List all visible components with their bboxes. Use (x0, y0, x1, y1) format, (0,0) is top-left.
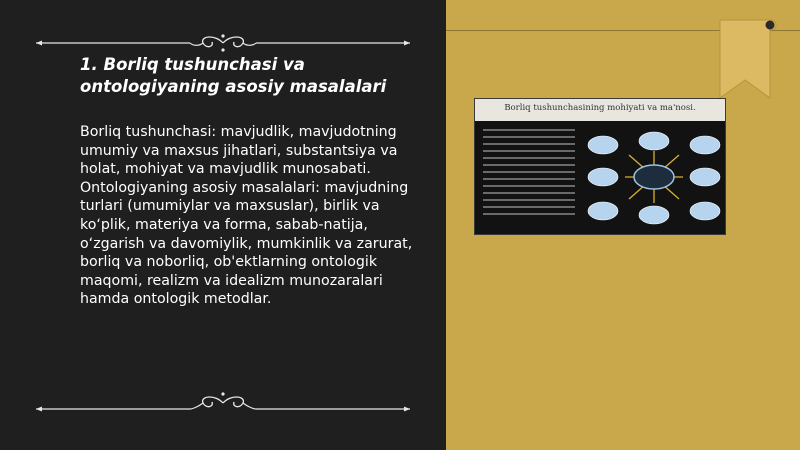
thumbnail-header (475, 99, 725, 121)
thumbnail-diagram (587, 125, 721, 229)
thumbnail-title: Borliq tushunchasining mohiyati va ma'nosi. (504, 103, 696, 113)
slide-body-text: Borliq tushunchasi: mavjudlik, mavjudotning umumiy va maxsus jihatlari, substantsiya va holat, mohiyat va mavjudlik munosabati. Ontologiyaning asosiy masalalari: mavjudning turlari (umumiylar va maxsuslar), birlik va ko‘plik, materiya va forma, sabab-natija, o‘zgarish va davomiylik, mumkinlik va zarurat, borliq va noborliq, ob'ektlarning ontologik maqomi, realizm va idealizm munozaralari hamda ontologik metodlar. (80, 124, 413, 308)
bookmark-ribbon-icon (718, 18, 778, 100)
slide-title: 1. Borliq tushunchasi va ontologiyaning asosiy masalalari (80, 55, 387, 96)
slide-thumbnail-image (474, 98, 726, 235)
top-ornament-icon (0, 26, 446, 56)
thumbnail-text-block (483, 129, 575, 227)
bottom-ornament-icon (0, 388, 446, 418)
